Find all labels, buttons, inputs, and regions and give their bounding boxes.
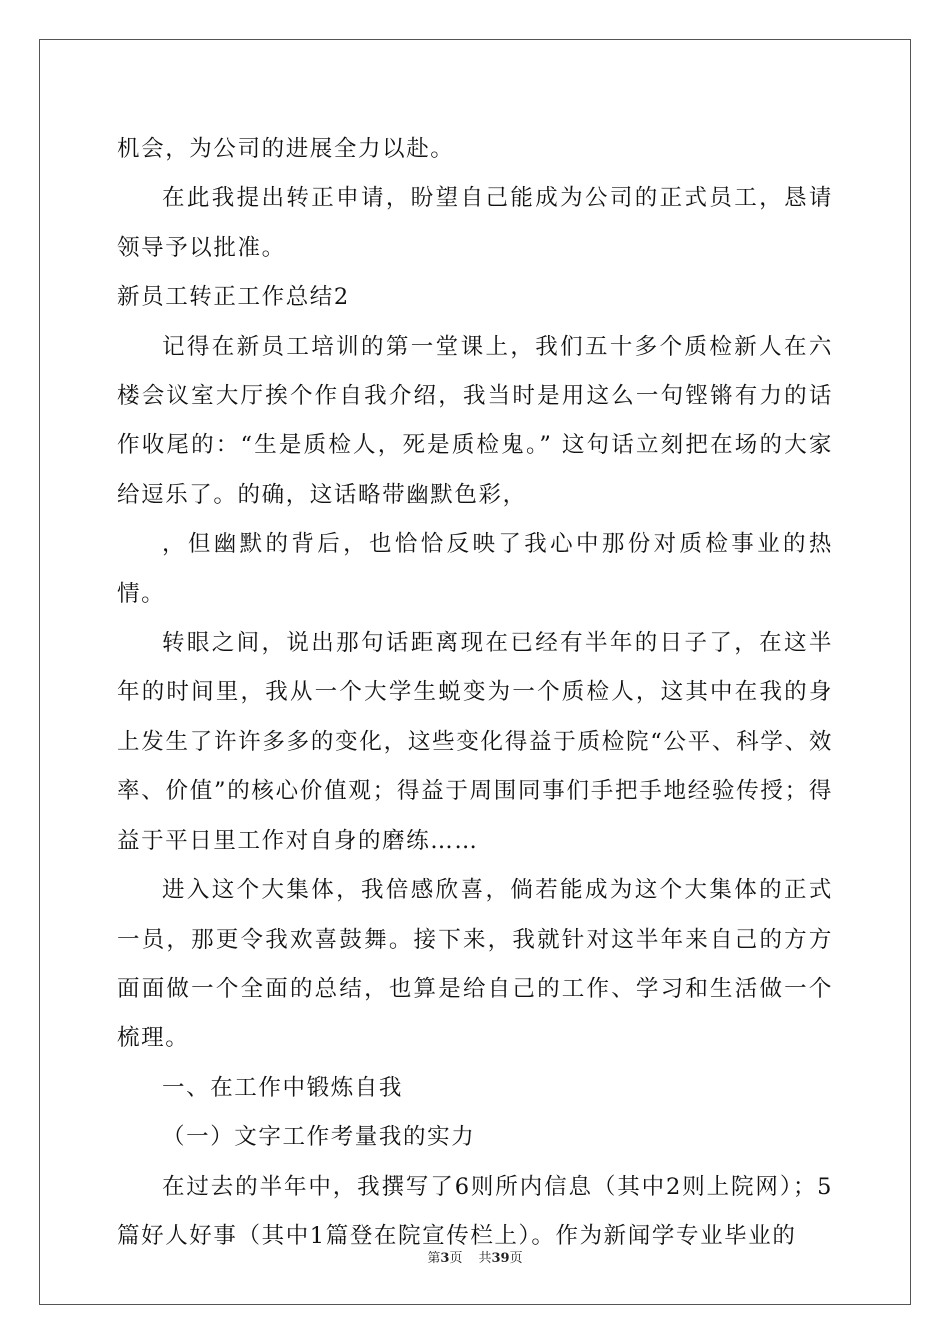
subheading-1: 一、在工作中锻炼自我 [162, 1074, 404, 1101]
total-prefix: 共 [478, 1251, 492, 1266]
total-suffix: 页 [509, 1251, 523, 1266]
subheading-2: （一）文字工作考量我的实力 [162, 1124, 476, 1151]
total-pages: 39 [491, 1251, 510, 1266]
paragraph-7: 在过去的半年中，我撰写了6则所内信息（其中2则上院网）；5篇好人好事（其中1篇登在院宣传栏上）。作为新闻学专业毕业的 [117, 1173, 833, 1249]
page-number: 3 [440, 1251, 450, 1266]
paragraph-6: 进入这个大集体，我倍感欣喜，倘若能成为这个大集体的正式一员，那更令我欢喜鼓舞。接下来，我就针对这半年来自己的方方面面做一个全面的总结，也算是给自己的工作、学习和生活做一个梳理。 [117, 877, 833, 1052]
section-title: 新员工转正工作总结2 [117, 284, 350, 311]
paragraph-1: 机会，为公司的进展全力以赴。 [117, 136, 455, 162]
paragraph-3: 记得在新员工培训的第一堂课上，我们五十多个质检新人在六楼会议室大厅挨个作自我介绍，我当时是用这么一句铿锵有力的话作收尾的：“生是质检人，死是质检鬼。” 这句话立刻把在场的大家给逗乐了。的确，这话略带幽默色彩， [117, 333, 833, 508]
page-suffix: 页 [449, 1251, 463, 1266]
page-prefix: 第 [427, 1251, 441, 1266]
page-footer [0, 1247, 950, 1266]
paragraph-2: 在此我提出转正申请，盼望自己能成为公司的正式员工，恳请领导予以批准。 [117, 185, 833, 261]
paragraph-4: ，但幽默的背后，也恰恰反映了我心中那份对质检事业的热情。 [117, 531, 833, 607]
document-body [117, 125, 833, 1261]
paragraph-5: 转眼之间，说出那句话距离现在已经有半年的日子了，在这半年的时间里，我从一个大学生蜕变为一个质检人，这其中在我的身上发生了许许多多的变化，这些变化得益于质检院“公平、科学、效率、价值”的核心价值观；得益于周围同事们手把手地经验传授；得益于平日里工作对自身的磨练…… [117, 630, 833, 854]
